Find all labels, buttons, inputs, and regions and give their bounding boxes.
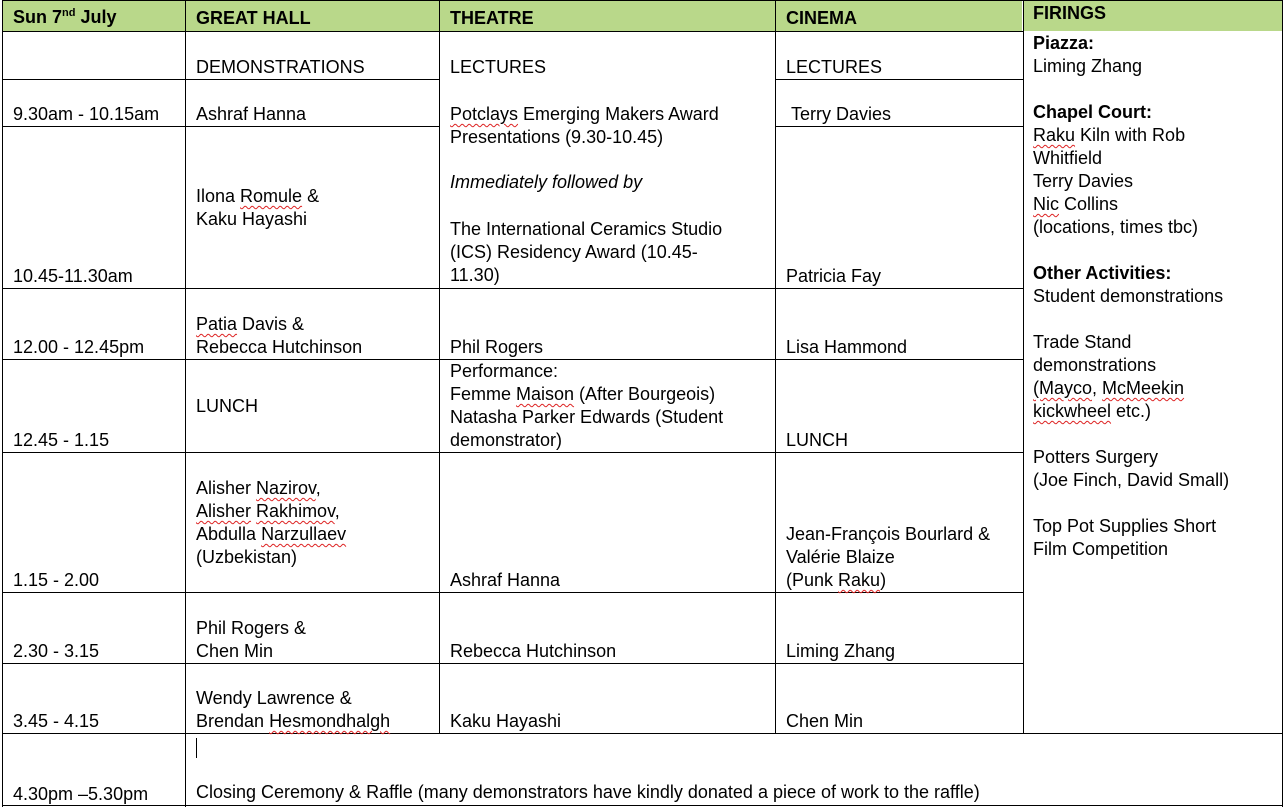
firings-entry: Film Competition	[1033, 539, 1169, 559]
theatre-entry: demonstrator)	[450, 430, 563, 450]
great-hall-header: GREAT HALL	[196, 8, 311, 28]
theatre-entry: Phil Rogers	[450, 337, 544, 357]
grid-line	[775, 79, 1023, 80]
great-hall-entry: Ashraf Hanna	[196, 104, 307, 124]
theatre-entry: Potclays Emerging Makers Award	[450, 104, 719, 124]
grid-line	[775, 126, 1023, 127]
great-hall-entry: Alisher Nazirov,	[196, 478, 321, 498]
great-hall-entry: (Uzbekistan)	[196, 547, 298, 567]
time-slot: 12.45 - 1.15	[13, 430, 110, 450]
firings-entry: Nic Collins	[1033, 194, 1119, 214]
theatre-entry: 11.30)	[450, 265, 500, 285]
cinema-entry: Lisa Hammond	[786, 337, 908, 357]
grid-line	[439, 0, 440, 734]
great-hall-section-label: DEMONSTRATIONS	[196, 57, 365, 77]
time-slot: 4.30pm –5.30pm	[13, 784, 149, 804]
grid-line	[1023, 0, 1024, 734]
cinema-entry: LUNCH	[786, 430, 849, 450]
grid-line	[2, 452, 1023, 453]
theatre-entry: Ashraf Hanna	[450, 570, 561, 590]
time-slot: 9.30am - 10.15am	[13, 104, 160, 124]
firings-entry: kickwheel etc.)	[1033, 401, 1152, 421]
cinema-entry: Chen Min	[786, 711, 864, 731]
firings-entry: (Mayco, McMeekin	[1033, 378, 1185, 398]
firings-entry: Whitfield	[1033, 148, 1103, 168]
theatre-entry: Femme Maison (After Bourgeois)	[450, 384, 716, 404]
theatre-entry: (ICS) Residency Award (10.45-	[450, 242, 698, 262]
day-month: July	[80, 7, 117, 27]
firings-chapel-title: Chapel Court:	[1033, 102, 1152, 122]
cinema-header: CINEMA	[786, 8, 857, 28]
great-hall-entry: Wendy Lawrence &	[196, 688, 352, 708]
grid-line	[2, 663, 1023, 664]
cinema-entry: Valérie Blaize	[786, 547, 895, 567]
grid-line	[2, 733, 1283, 734]
firings-entry: Trade Stand	[1033, 332, 1132, 352]
closing-ceremony-text: Closing Ceremony & Raffle (many demonstrators have kindly donated a piece of work to the raffle)	[196, 782, 980, 802]
theatre-entry: Rebecca Hutchinson	[450, 641, 617, 661]
cinema-entry: Jean-François Bourlard &	[786, 524, 991, 544]
great-hall-entry: Kaku Hayashi	[196, 209, 308, 229]
cinema-entry: Patricia Fay	[786, 266, 882, 286]
firings-piazza-name: Liming Zhang	[1033, 56, 1143, 76]
grid-line	[2, 31, 1023, 32]
cinema-section-label: LECTURES	[786, 57, 883, 77]
grid-line	[2, 126, 439, 127]
grid-line	[1282, 0, 1283, 807]
cinema-entry: (Punk Raku)	[786, 570, 887, 590]
firings-piazza-title: Piazza:	[1033, 33, 1095, 53]
great-hall-entry: Rebecca Hutchinson	[196, 337, 363, 357]
firings-entry: Top Pot Supplies Short	[1033, 516, 1217, 536]
time-slot: 3.45 - 4.15	[13, 711, 100, 731]
day-prefix: Sun 7	[13, 7, 63, 27]
grid-line	[2, 79, 439, 80]
firings-entry: (locations, times tbc)	[1033, 217, 1199, 237]
great-hall-entry: Chen Min	[196, 641, 274, 661]
grid-line	[2, 288, 1023, 289]
cinema-entry: Liming Zhang	[786, 641, 896, 661]
time-slot: 10.45-11.30am	[13, 266, 133, 286]
theatre-header: THEATRE	[450, 8, 534, 28]
day-header	[13, 6, 117, 29]
theatre-entry: Presentations (9.30-10.45)	[450, 127, 664, 147]
time-slot: 1.15 - 2.00	[13, 570, 100, 590]
grid-line	[775, 0, 776, 734]
firings-entry: Raku Kiln with Rob	[1033, 125, 1186, 145]
theatre-entry: Performance:	[450, 361, 559, 381]
great-hall-entry: Phil Rogers &	[196, 618, 307, 638]
theatre-section-label: LECTURES	[450, 57, 547, 77]
firings-entry: Student demonstrations	[1033, 286, 1224, 306]
firings-entry: Potters Surgery	[1033, 447, 1159, 467]
firings-entry: (Joe Finch, David Small)	[1033, 470, 1230, 490]
theatre-entry: The International Ceramics Studio	[450, 219, 723, 239]
firings-header: FIRINGS	[1033, 3, 1107, 23]
great-hall-entry: Alisher Rakhimov,	[196, 501, 340, 521]
grid-line	[185, 0, 186, 807]
grid-line	[2, 0, 3, 807]
firings-entry: demonstrations	[1033, 355, 1157, 375]
time-slot: 12.00 - 12.45pm	[13, 337, 145, 357]
text-cursor	[196, 738, 197, 758]
grid-line	[2, 805, 1283, 806]
great-hall-entry: LUNCH	[196, 396, 259, 416]
great-hall-entry: Patia Davis &	[196, 314, 305, 334]
firings-entry: Terry Davies	[1033, 171, 1134, 191]
firings-other-title: Other Activities:	[1033, 263, 1172, 283]
cinema-entry: Terry Davies	[791, 104, 892, 124]
grid-line	[2, 0, 1283, 1]
time-slot: 2.30 - 3.15	[13, 641, 100, 661]
great-hall-entry: Ilona Romule &	[196, 186, 320, 206]
theatre-entry: Immediately followed by	[450, 172, 643, 192]
grid-line	[2, 592, 1023, 593]
great-hall-entry: Abdulla Narzullaev	[196, 524, 347, 544]
theatre-entry: Kaku Hayashi	[450, 711, 562, 731]
great-hall-entry: Brendan Hesmondhalgh	[196, 711, 391, 731]
day-suffix: nd	[62, 7, 76, 19]
theatre-entry: Natasha Parker Edwards (Student	[450, 407, 724, 427]
